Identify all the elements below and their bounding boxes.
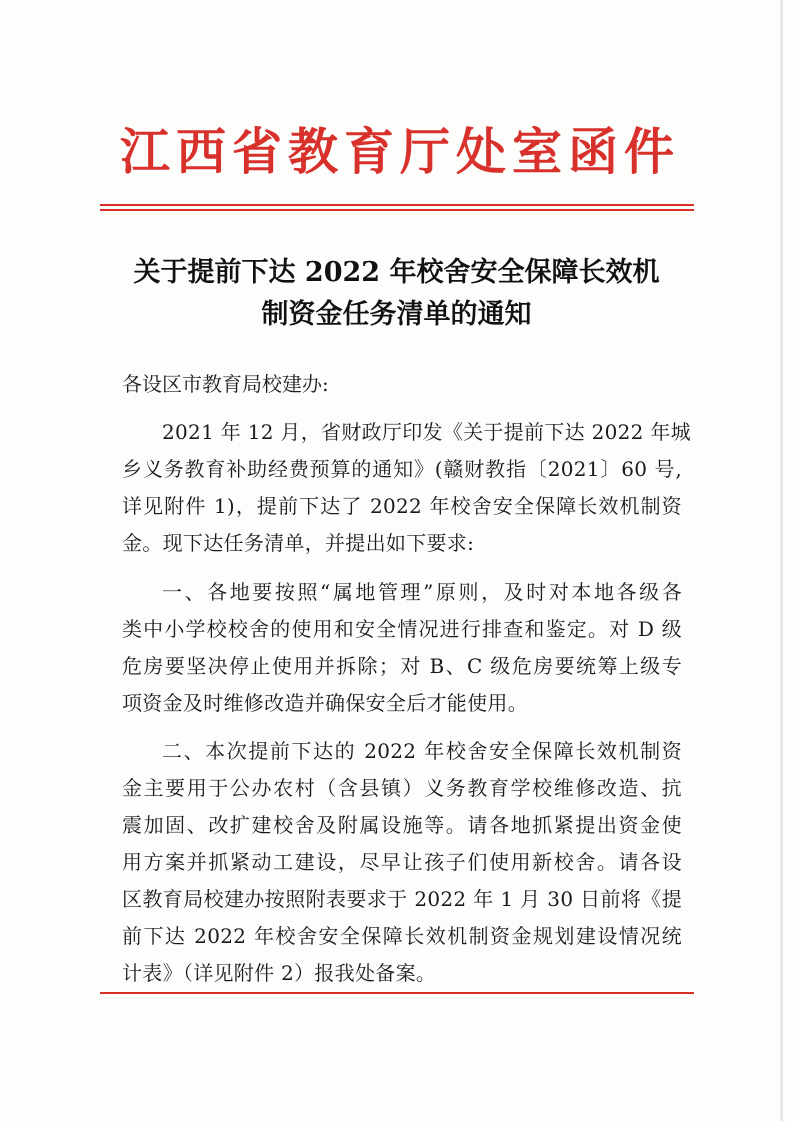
body-line: 计表》（详见附件 2）报我处备案。 — [122, 961, 437, 985]
letterhead-title: 江西省教育厅处室函件 — [120, 123, 680, 181]
body-line: 2021 年 12 月，省财政厅印发《关于提前下达 2022 年城 — [162, 420, 691, 444]
letterhead-red-rule-upper — [100, 204, 694, 206]
footer-red-rule — [100, 992, 694, 994]
body-line: 区教育局校建办按照附表要求于 2022 年 1 月 30 日前将《提 — [122, 887, 682, 911]
body-line: 乡义务教育补助经费预算的通知》(赣财教指〔2021〕60 号, — [122, 457, 682, 481]
body-line: 类中小学校校舍的使用和安全情况进行排查和鉴定。对 D 级 — [122, 617, 682, 641]
body-line: 一、各地要按照“属地管理”原则，及时对本地各级各 — [162, 580, 682, 604]
body-line: 用方案并抓紧动工建设，尽早让孩子们使用新校舍。请各设 — [122, 850, 682, 874]
body-line: 二、本次提前下达的 2022 年校舍安全保障长效机制资 — [162, 739, 682, 763]
body-line: 金。现下达任务清单，并提出如下要求: — [122, 531, 475, 555]
notice-title-line-1: 关于提前下达 2022 年校舍安全保障长效机 — [133, 257, 660, 288]
body-line: 前下达 2022 年校舍安全保障长效机制资金规划建设情况统 — [122, 924, 682, 948]
body-line: 金主要用于公办农村（含县镇）义务教育学校维修改造、抗 — [122, 776, 682, 800]
body-line: 项资金及时维修改造并确保安全后才能使用。 — [122, 691, 528, 715]
body-line: 震加固、改扩建校舍及附属设施等。请各地抓紧提出资金使 — [122, 813, 682, 837]
salutation: 各设区市教育局校建办: — [122, 372, 329, 396]
notice-title-line-2: 制资金任务清单的通知 — [261, 299, 532, 330]
page-edge-shadow — [780, 0, 783, 1121]
body-line: 详见附件 1)，提前下达了 2022 年校舍安全保障长效机制资 — [122, 494, 682, 518]
letterhead-red-rule-lower — [100, 209, 694, 211]
body-line: 危房要坚决停止使用并拆除；对 B、C 级危房要统筹上级专 — [122, 654, 682, 678]
